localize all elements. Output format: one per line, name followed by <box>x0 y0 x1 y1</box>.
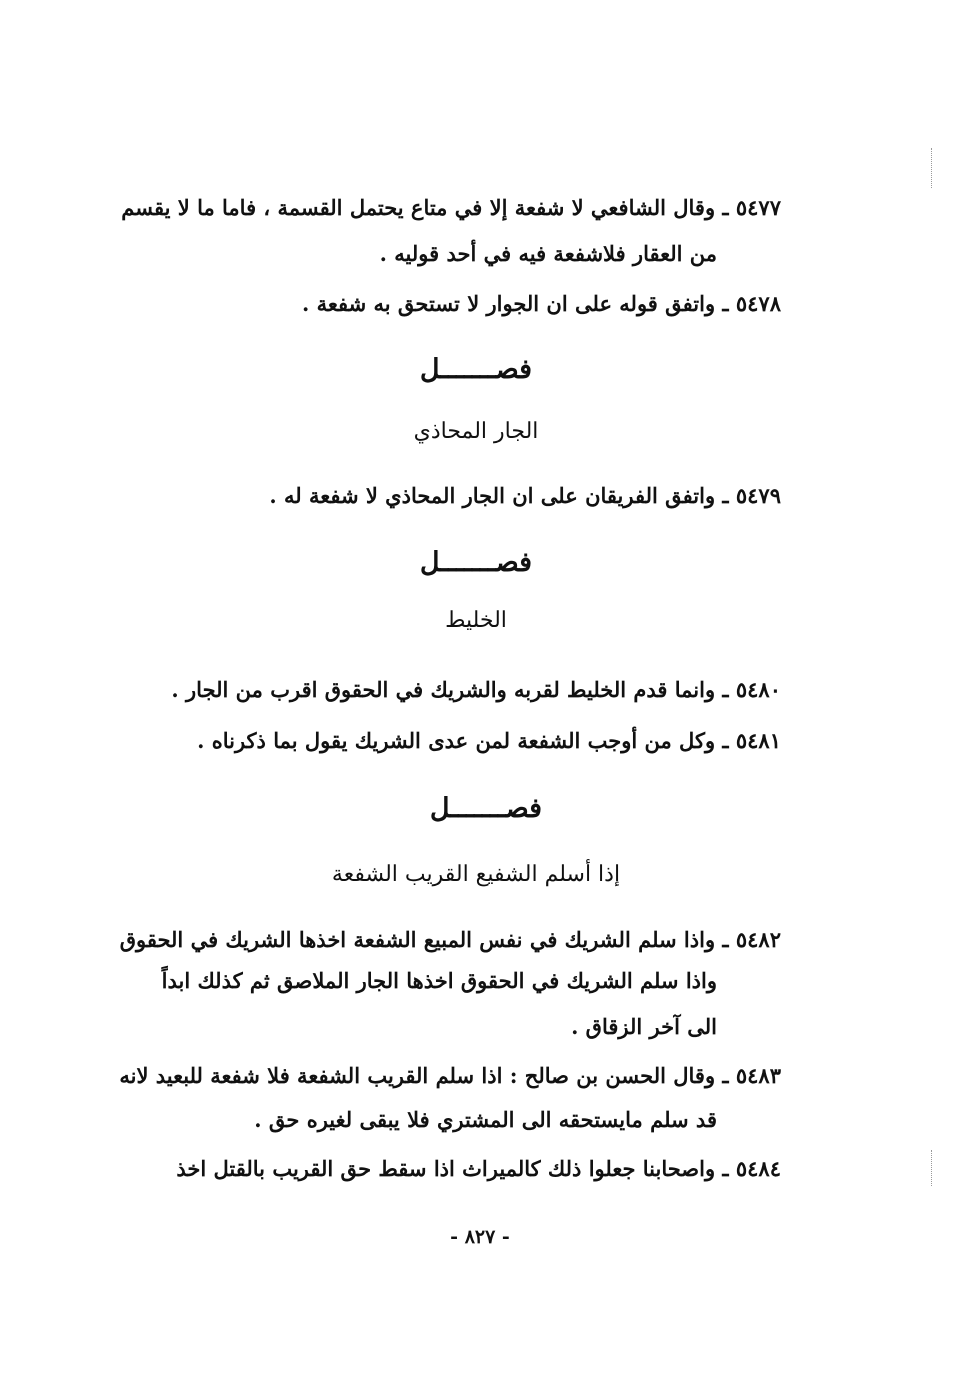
section-heading-fasl-3: فصـــــــل <box>429 793 543 824</box>
section-title-khalit: الخليط <box>445 608 507 633</box>
paragraph-5481: ٥٤٨١ ـ وكل من أوجب الشفعة لمن عدى الشريك يقول بما ذكرناه . <box>197 728 781 753</box>
paragraph-5477-line-1: ٥٤٧٧ ـ وقال الشافعي لا شفعة إلا في متاع يحتمل القسمة ، فاما ما لا يقسم <box>121 195 781 220</box>
scan-margin-mark <box>931 148 933 188</box>
paragraph-5477-line-2: من العقار فلاشفعة فيه في أحد قوليه . <box>379 241 717 266</box>
paragraph-5479: ٥٤٧٩ ـ واتفق الفريقان على ان الجار المحاذي لا شفعة له . <box>269 483 781 508</box>
paragraph-5483-line-1: ٥٤٨٣ ـ وقال الحسن بن صالح : اذا سلم القريب الشفعة فلا شفعة للبعيد لانه <box>119 1063 781 1088</box>
paragraph-5483-line-2: قد سلم مايستحقه الى المشتري فلا يبقى لغيره حق . <box>254 1107 717 1132</box>
page-number: - ٨٢٧ - <box>450 1226 510 1248</box>
section-heading-fasl-2: فصـــــــل <box>419 547 533 578</box>
paragraph-5482-line-3: الى آخر الزقاق . <box>571 1014 717 1039</box>
paragraph-5478: ٥٤٧٨ ـ واتفق قوله على ان الجوار لا تستحق به شفعة . <box>301 291 781 316</box>
section-title-aslama-shafi: إذا أسلم الشفيع القريب الشفعة <box>331 862 621 887</box>
paragraph-5484: ٥٤٨٤ ـ واصحابنا جعلوا ذلك كالميراث اذا سقط حق القريب بالقتل اخذ <box>176 1156 781 1181</box>
scan-margin-mark <box>931 1150 933 1186</box>
section-heading-fasl-1: فصـــــــل <box>419 354 533 385</box>
paragraph-5482-line-2: واذا سلم الشريك في الحقوق اخذها الجار الملاصق ثم كذلك ابداً <box>161 968 717 993</box>
paragraph-5482-line-1: ٥٤٨٢ ـ واذا سلم الشريك في نفس المبيع الشفعة اخذها الشريك في الحقوق <box>119 927 781 952</box>
paragraph-5480: ٥٤٨٠ ـ وانما قدم الخليط لقربه والشريك في الحقوق اقرب من الجار . <box>171 677 781 702</box>
section-title-jar-muhadhi: الجار المحاذي <box>413 419 539 444</box>
